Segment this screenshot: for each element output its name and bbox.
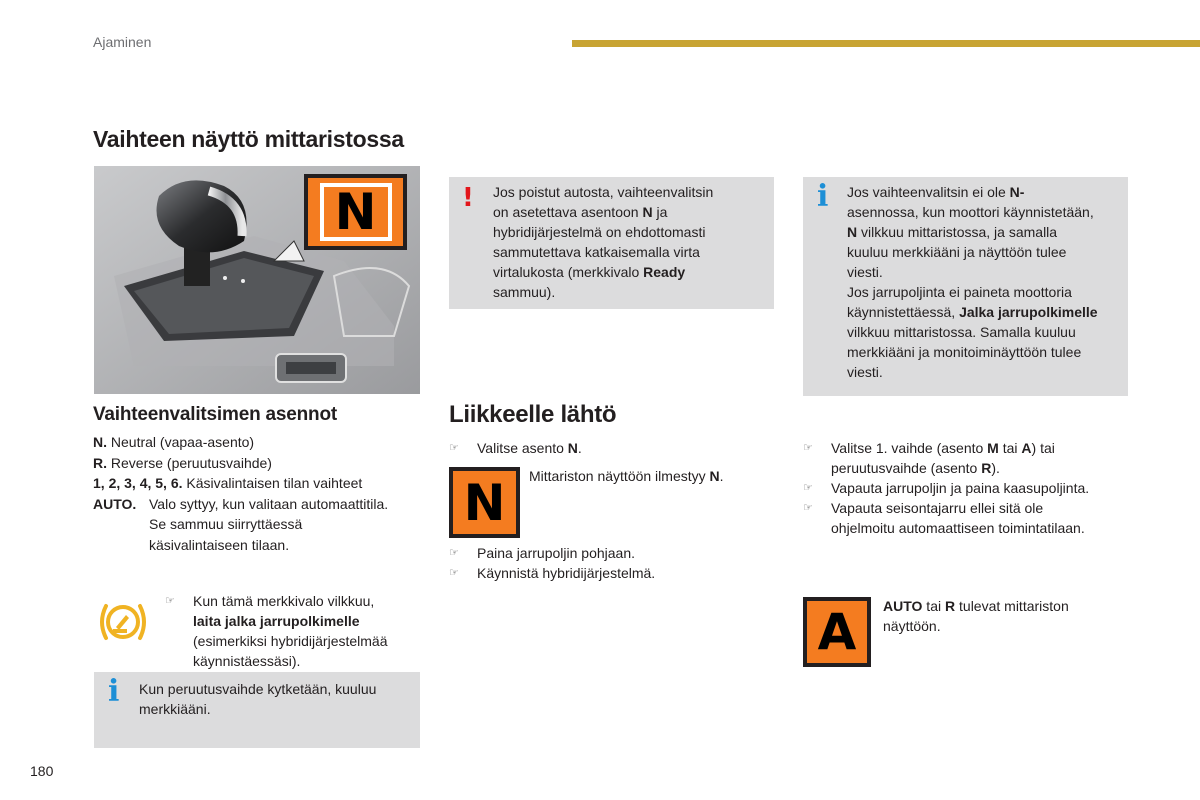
info-icon: i — [108, 674, 120, 709]
start-step-1: ☞ Valitse asento N. — [449, 440, 582, 456]
start-steps-2-3: ☞ Paina jarrupoljin pohjaan. ☞ Käynnistä hybridijärjestelmä. — [449, 545, 656, 581]
n-letter: N — [334, 183, 377, 241]
auto-shown-text: AUTO tai R tulevat mittariston näyttöön. — [883, 598, 1069, 634]
position-r: R. Reverse (peruutusvaihde) — [93, 454, 272, 471]
a-display-badge — [803, 597, 871, 667]
step-release-brake: ☞ Vapauta jarrupoljin ja paina kaasupoljinta. — [803, 480, 1090, 496]
bullet-hand-icon: ☞ — [165, 595, 175, 607]
start-right-steps — [803, 438, 1133, 538]
step-select-gear: ☞ Valitse 1. vaihde (asento M tai A) tai peruutusvaihde (asento R). — [803, 440, 1055, 476]
n-letter: N — [463, 473, 506, 532]
warning-line: hybridijärjestelmä on ehdottomasti — [493, 224, 706, 240]
position-n: N. Neutral (vapaa-asento) — [93, 434, 255, 450]
warning-line: Jos poistut autosta, vaihteenvalitsin — [493, 184, 714, 200]
start-heading: Liikkeelle lähtö — [449, 401, 617, 428]
bullet-hand-icon: ☞ — [803, 482, 813, 494]
warning-text — [493, 182, 768, 302]
page-title: Vaihteen näyttö mittaristossa — [93, 126, 404, 152]
header-accent-bar — [572, 40, 1200, 47]
position-auto: AUTO. Valo syttyy, kun valitaan automaattitila. Se sammuu siirryttäessä käsivalintaiseen tilaan. — [93, 495, 389, 553]
position-manual: 1, 2, 3, 4, 5, 6. Käsivalintaisen tilan vaihteet — [93, 475, 363, 491]
brake-note — [165, 591, 425, 671]
info-line: Jos jarrupoljinta ei paineta moottoria — [847, 284, 1072, 300]
n-badge-frame — [320, 183, 392, 241]
info-line: viesti. — [847, 364, 883, 380]
bullet-hand-icon: ☞ — [803, 502, 813, 514]
section-label: Ajaminen — [93, 34, 152, 50]
bullet-hand-icon: ☞ — [449, 547, 459, 559]
info-line: asennossa, kun moottori käynnistetään, — [847, 204, 1094, 220]
info-line: viesti. — [847, 264, 883, 280]
warning-icon: ! — [462, 183, 474, 213]
warning-line: on asetettava asentoon N ja — [493, 204, 668, 220]
bullet-hand-icon: ☞ — [449, 567, 459, 579]
info-line: merkkiääni ja monitoiminäyttöön tulee — [847, 344, 1082, 360]
warning-line: sammutettava katkaisemalla virta — [493, 244, 700, 260]
positions-heading: Vaihteenvalitsimen asennot — [93, 404, 337, 425]
reverse-info-text: Kun peruutusvaihde kytketään, kuuluu merkkiääni. — [139, 681, 377, 717]
warning-line: sammuu). — [493, 284, 556, 300]
warning-line: virtalukosta (merkkivalo Ready — [493, 264, 686, 280]
n-shown-text: Mittariston näyttöön ilmestyy N. — [529, 468, 724, 484]
n-display-badge-large — [304, 174, 407, 250]
info-line: Jos vaihteenvalitsin ei ole N- — [847, 184, 1025, 200]
positions-list — [93, 432, 423, 555]
bullet-hand-icon: ☞ — [449, 442, 459, 454]
bullet-hand-icon: ☞ — [803, 442, 813, 454]
info-line: N vilkkuu mittaristossa, ja samalla — [847, 224, 1058, 240]
info-line: kuuluu merkkiääni ja näyttöön tulee — [847, 244, 1067, 260]
page-number: 180 — [30, 763, 54, 779]
brake-pedal-indicator-icon — [97, 600, 149, 644]
step-release-parking-brake: ☞ Vapauta seisontajarru ellei sitä ole ohjelmoitu automaattiseen toimintatilaan. — [803, 500, 1085, 536]
info-icon: i — [817, 179, 829, 214]
a-letter: A — [817, 603, 857, 661]
info-right-text — [847, 182, 1125, 382]
info-line: käynnistettäessä, Jalka jarrupolkimelle — [847, 304, 1098, 320]
n-display-badge-small — [449, 467, 520, 538]
brake-note-bullet: ☞ Kun tämä merkkivalo vilkkuu, laita jalka jarrupolkimelle (esimerkiksi hybridijärjestelmää käynnistäessäsi). — [165, 593, 388, 669]
info-line: vilkkuu mittaristossa. Samalla kuuluu — [847, 324, 1076, 340]
